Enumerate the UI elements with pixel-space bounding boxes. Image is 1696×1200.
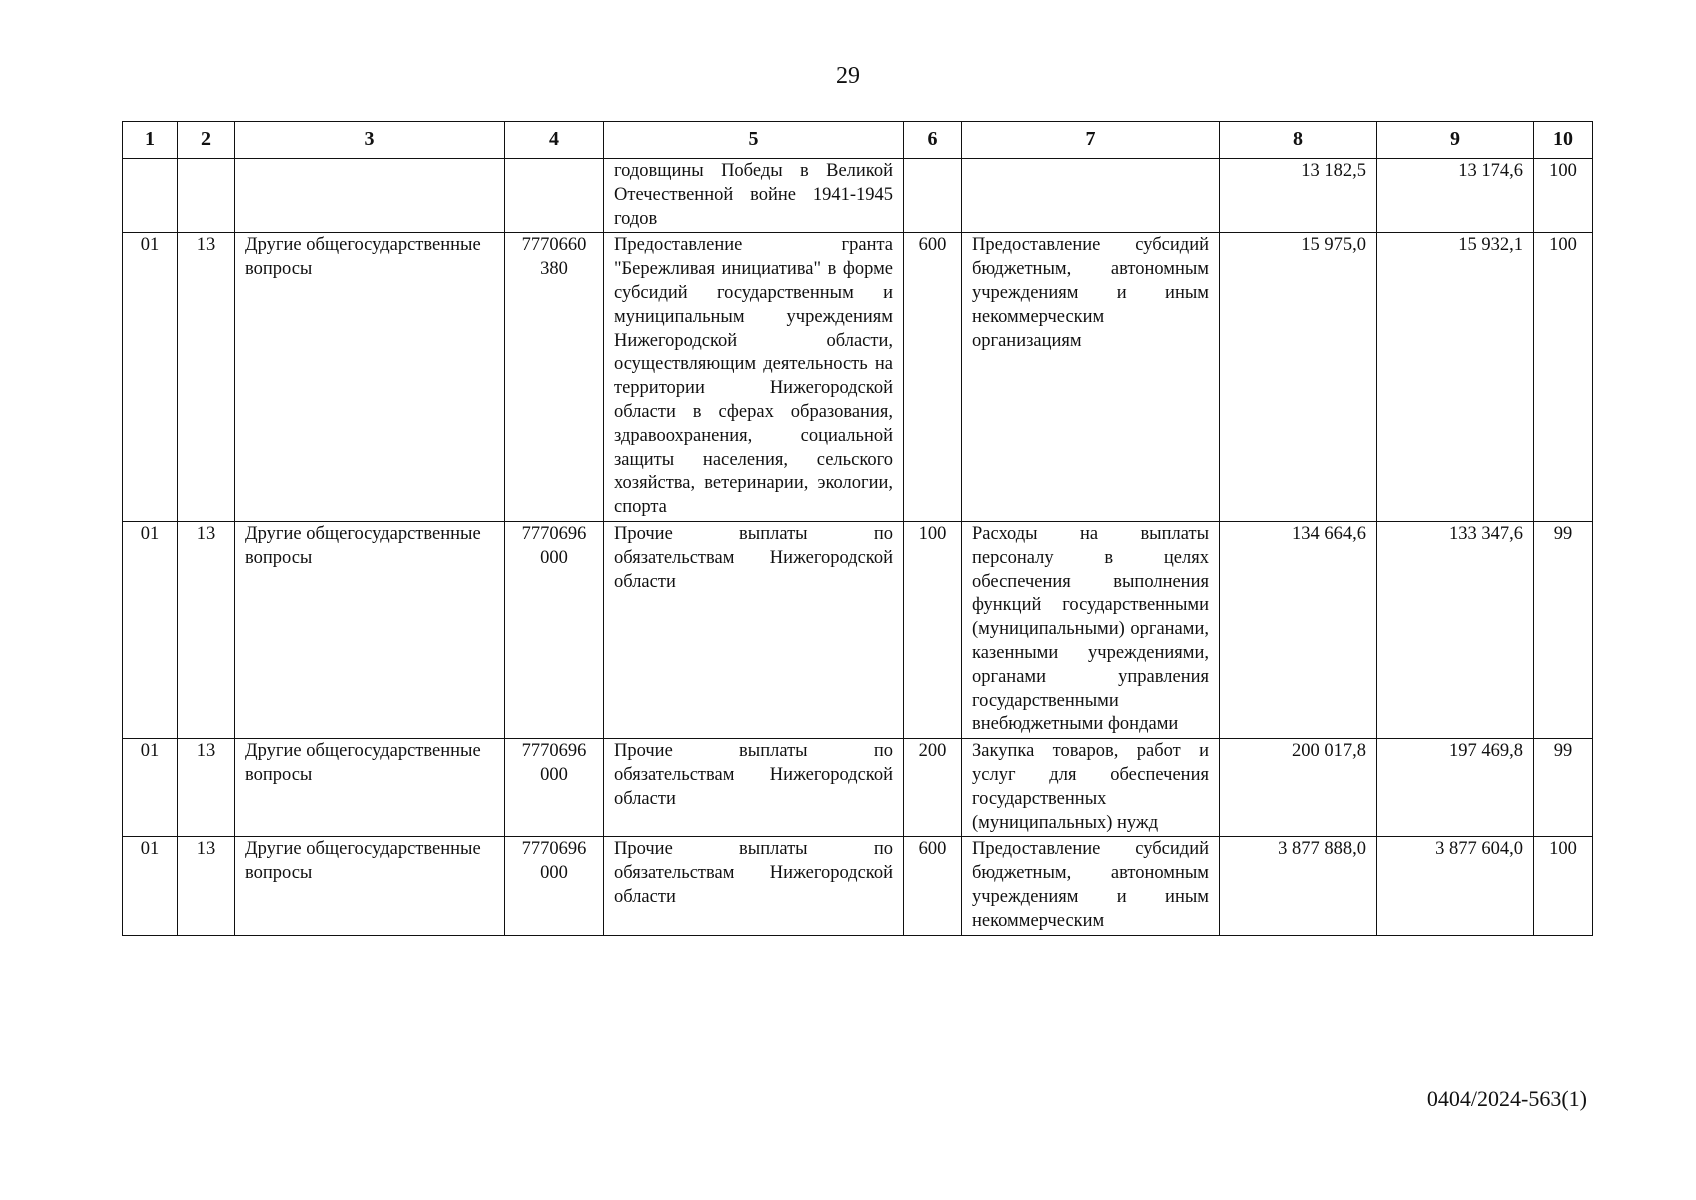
table-row <box>123 521 1593 738</box>
table-row <box>123 837 1593 935</box>
target-article-name: Прочие выплаты по обязательствам Нижегородской области <box>604 739 904 837</box>
expense-type-name <box>962 159 1220 233</box>
expense-type-name: Предоставление субсидий бюджетным, автономным учреждениям и иным некоммерческим <box>962 837 1220 935</box>
execution-percent: 99 <box>1534 739 1593 837</box>
section-code: 01 <box>123 739 178 837</box>
target-article-code: 7770696 000 <box>505 739 604 837</box>
target-article-code: 7770660 380 <box>505 233 604 522</box>
target-article-code <box>505 159 604 233</box>
expense-type-name: Предоставление субсидий бюджетным, автономным учреждениям и иным некоммерческим организациям <box>962 233 1220 522</box>
table-row <box>123 159 1593 233</box>
actual-amount: 13 174,6 <box>1377 159 1534 233</box>
header-cell: 6 <box>904 122 962 159</box>
target-article-code: 7770696 000 <box>505 521 604 738</box>
section-code: 01 <box>123 233 178 522</box>
execution-percent: 100 <box>1534 159 1593 233</box>
header-cell: 2 <box>178 122 235 159</box>
execution-percent: 99 <box>1534 521 1593 738</box>
expense-type-code: 100 <box>904 521 962 738</box>
header-row <box>123 122 1593 159</box>
table-row <box>123 739 1593 837</box>
subsection-code: 13 <box>178 521 235 738</box>
expense-type-code: 600 <box>904 837 962 935</box>
expense-type-code: 200 <box>904 739 962 837</box>
subsection-name: Другие общегосударственные вопросы <box>235 233 505 522</box>
subsection-name: Другие общегосударственные вопросы <box>235 739 505 837</box>
expense-type-code <box>904 159 962 233</box>
planned-amount: 134 664,6 <box>1220 521 1377 738</box>
expense-type-name: Закупка товаров, работ и услуг для обеспечения государственных (муниципальных) нужд <box>962 739 1220 837</box>
section-code <box>123 159 178 233</box>
actual-amount: 197 469,8 <box>1377 739 1534 837</box>
expense-type-code: 600 <box>904 233 962 522</box>
page-number: 29 <box>836 63 860 89</box>
actual-amount: 3 877 604,0 <box>1377 837 1534 935</box>
budget-table <box>122 121 1593 936</box>
header-cell: 8 <box>1220 122 1377 159</box>
target-article-name: годовщины Победы в Великой Отечественной войне 1941-1945 годов <box>604 159 904 233</box>
target-article-name: Прочие выплаты по обязательствам Нижегородской области <box>604 521 904 738</box>
header-cell: 1 <box>123 122 178 159</box>
planned-amount: 200 017,8 <box>1220 739 1377 837</box>
subsection-name <box>235 159 505 233</box>
actual-amount: 15 932,1 <box>1377 233 1534 522</box>
planned-amount: 15 975,0 <box>1220 233 1377 522</box>
header-cell: 5 <box>604 122 904 159</box>
subsection-code: 13 <box>178 739 235 837</box>
header-cell: 9 <box>1377 122 1534 159</box>
target-article-name: Предоставление гранта "Бережливая инициатива" в форме субсидий государственным и муниципальным учреждениям Нижегородской области, осуществляющим деятельность на территории Нижегородской области в сферах образования, здравоохранения, социальной защиты населения, сельского хозяйства, ветеринарии, экологии, спорта <box>604 233 904 522</box>
header-cell: 3 <box>235 122 505 159</box>
header-cell: 7 <box>962 122 1220 159</box>
execution-percent: 100 <box>1534 233 1593 522</box>
section-code: 01 <box>123 521 178 738</box>
header-cell: 4 <box>505 122 604 159</box>
header-cell: 10 <box>1534 122 1593 159</box>
actual-amount: 133 347,6 <box>1377 521 1534 738</box>
subsection-code: 13 <box>178 837 235 935</box>
subsection-code: 13 <box>178 233 235 522</box>
table-row <box>123 233 1593 522</box>
target-article-code: 7770696 000 <box>505 837 604 935</box>
planned-amount: 13 182,5 <box>1220 159 1377 233</box>
subsection-name: Другие общегосударственные вопросы <box>235 837 505 935</box>
execution-percent: 100 <box>1534 837 1593 935</box>
expense-type-name: Расходы на выплаты персоналу в целях обеспечения выполнения функций государственными (муниципальными) органами, казенными учреждениями, органами управления государственными внебюджетными фондами <box>962 521 1220 738</box>
subsection-name: Другие общегосударственные вопросы <box>235 521 505 738</box>
planned-amount: 3 877 888,0 <box>1220 837 1377 935</box>
target-article-name: Прочие выплаты по обязательствам Нижегородской области <box>604 837 904 935</box>
section-code: 01 <box>123 837 178 935</box>
document-number: 0404/2024-563(1) <box>1426 1086 1587 1111</box>
subsection-code <box>178 159 235 233</box>
